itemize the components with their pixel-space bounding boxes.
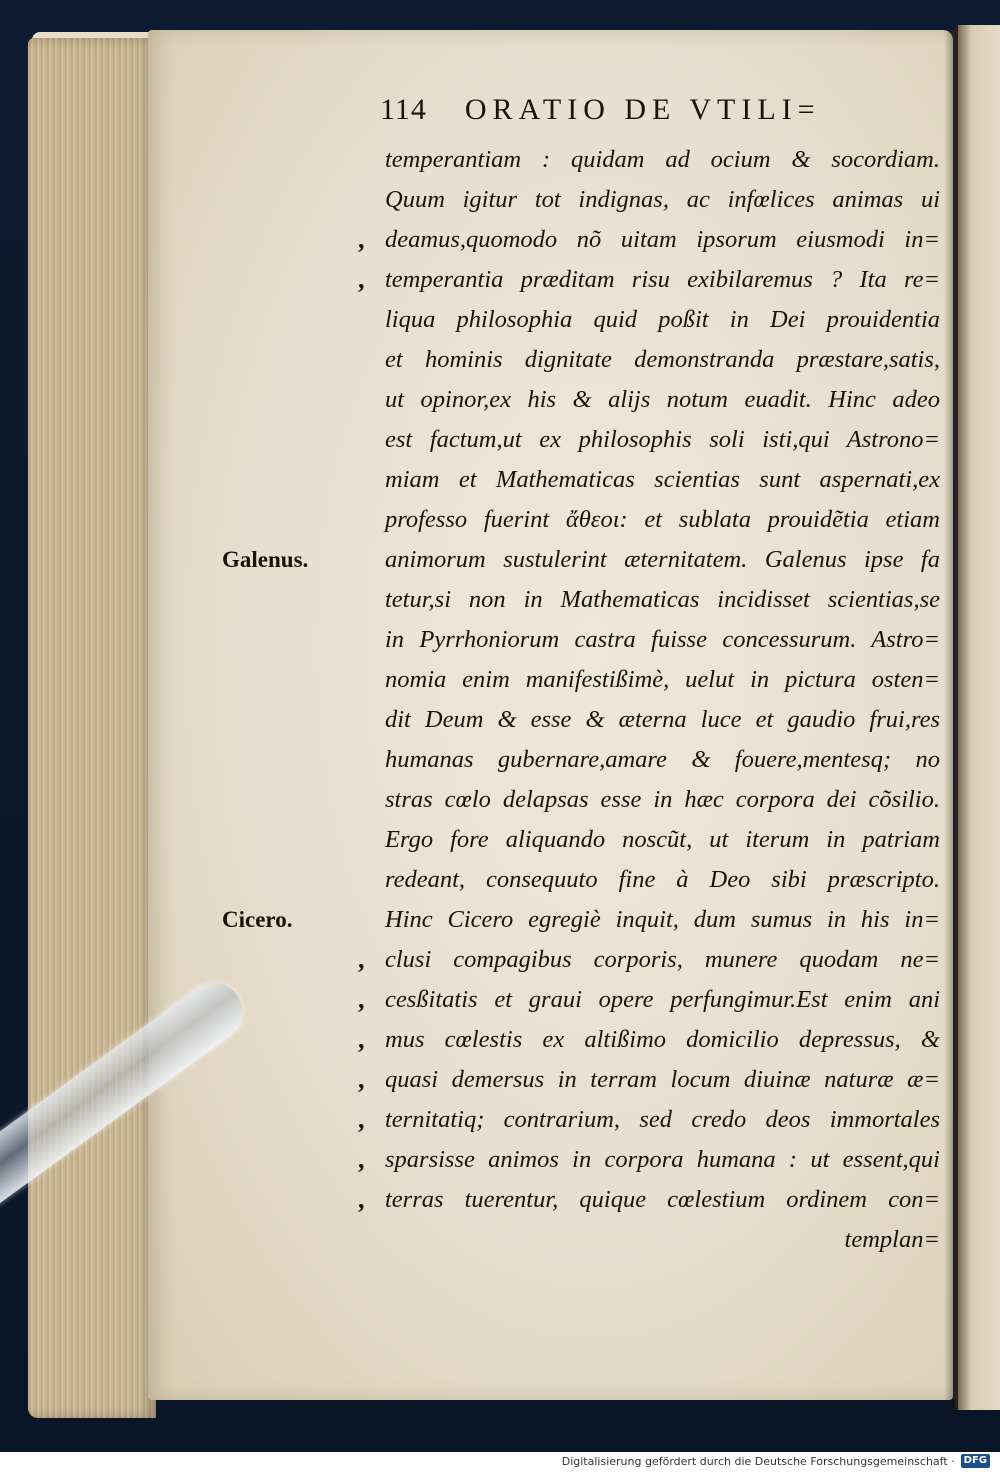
text-line: Ergo fore aliquando noscũt, ut iterum in patriam bbox=[385, 826, 940, 853]
text-line: Quum igitur tot indignas, ac infœlices animas ui bbox=[385, 186, 940, 213]
text-line: temperantiam : quidam ad ocium & socordiam. bbox=[385, 146, 940, 173]
text-line: miam et Mathematicas scientias sunt aspernati,ex bbox=[385, 466, 940, 493]
quotation-mark: , bbox=[358, 1185, 365, 1214]
text-line: quasi demersus in terram locum diuinæ naturæ æ= bbox=[385, 1066, 940, 1093]
quotation-mark: , bbox=[358, 225, 365, 254]
margin-note-cicero: Cicero. bbox=[222, 907, 293, 932]
running-head bbox=[380, 88, 940, 132]
text-line: liqua philosophia quid poßit in Dei prouidentia bbox=[385, 306, 940, 333]
quotation-mark: , bbox=[358, 985, 365, 1014]
text-line: stras cœlo delapsas esse in hæc corpora dei cõsilio. bbox=[385, 786, 940, 813]
text-line: deamus,quomodo nõ uitam ipsorum eiusmodi in= bbox=[385, 226, 940, 253]
text-line: Hinc Cicero egregiè inquit, dum sumus in his in= bbox=[385, 906, 940, 933]
book-page-edges bbox=[28, 38, 156, 1418]
text-line: ut opinor,ex his & alijs notum euadit. Hinc adeo bbox=[385, 386, 940, 413]
quotation-mark: , bbox=[358, 1105, 365, 1134]
text-line: mus cœlestis ex altißimo domicilio depressus, & bbox=[385, 1026, 940, 1053]
text-line: tetur,si non in Mathematicas incidisset scientias,se bbox=[385, 586, 940, 613]
text-line: clusi compagibus corporis, munere quodam ne= bbox=[385, 946, 940, 973]
dfg-logo: DFG bbox=[961, 1454, 990, 1468]
text-line: redeant, consequuto fine à Deo sibi præscripto. bbox=[385, 866, 940, 893]
text-line: ternitatiq; contrarium, sed credo deos immortales bbox=[385, 1106, 940, 1133]
facing-page bbox=[955, 25, 1000, 1410]
catchword: templan= bbox=[844, 1226, 940, 1253]
credit-text: Digitalisierung gefördert durch die Deutsche Forschungsgemeinschaft · bbox=[561, 1454, 955, 1468]
page-number: 114 bbox=[380, 93, 427, 126]
text-line: dit Deum & esse & æterna luce et gaudio frui,res bbox=[385, 706, 940, 733]
text-line: professo fuerint ἄθεοι: et sublata prouidẽtia etiam bbox=[385, 506, 940, 533]
text-line: cesßitatis et graui opere perfungimur.Est enim ani bbox=[385, 986, 940, 1013]
text-line: nomia enim manifestißimè, uelut in pictura osten= bbox=[385, 666, 940, 693]
text-line: humanas gubernare,amare & fouere,mentesq; no bbox=[385, 746, 940, 773]
text-line: temperantia præditam risu exibilaremus ? Ita re= bbox=[385, 266, 940, 293]
funding-credit bbox=[562, 1454, 990, 1468]
text-line: sparsisse animos in corpora humana : ut essent,qui bbox=[385, 1146, 940, 1173]
quotation-mark: , bbox=[358, 265, 365, 294]
quotation-mark: , bbox=[358, 1065, 365, 1094]
text-line: est factum,ut ex philosophis soli isti,qui Astrono= bbox=[385, 426, 940, 453]
text-line: terras tuerentur, quique cœlestium ordinem con= bbox=[385, 1186, 940, 1213]
text-line: in Pyrrhoniorum castra fuisse concessurum. Astro= bbox=[385, 626, 940, 653]
text-line: animorum sustulerint æternitatem. Galenus ipse fa bbox=[385, 546, 940, 573]
quotation-mark: , bbox=[358, 945, 365, 974]
quotation-mark: , bbox=[358, 1025, 365, 1054]
running-title: ORATIO DE VTILI= bbox=[464, 93, 821, 126]
footer-bar bbox=[0, 1452, 1000, 1475]
text-line: et hominis dignitate demonstranda præstare,satis, bbox=[385, 346, 940, 373]
quotation-mark: , bbox=[358, 1145, 365, 1174]
margin-note-galenus: Galenus. bbox=[222, 547, 309, 572]
